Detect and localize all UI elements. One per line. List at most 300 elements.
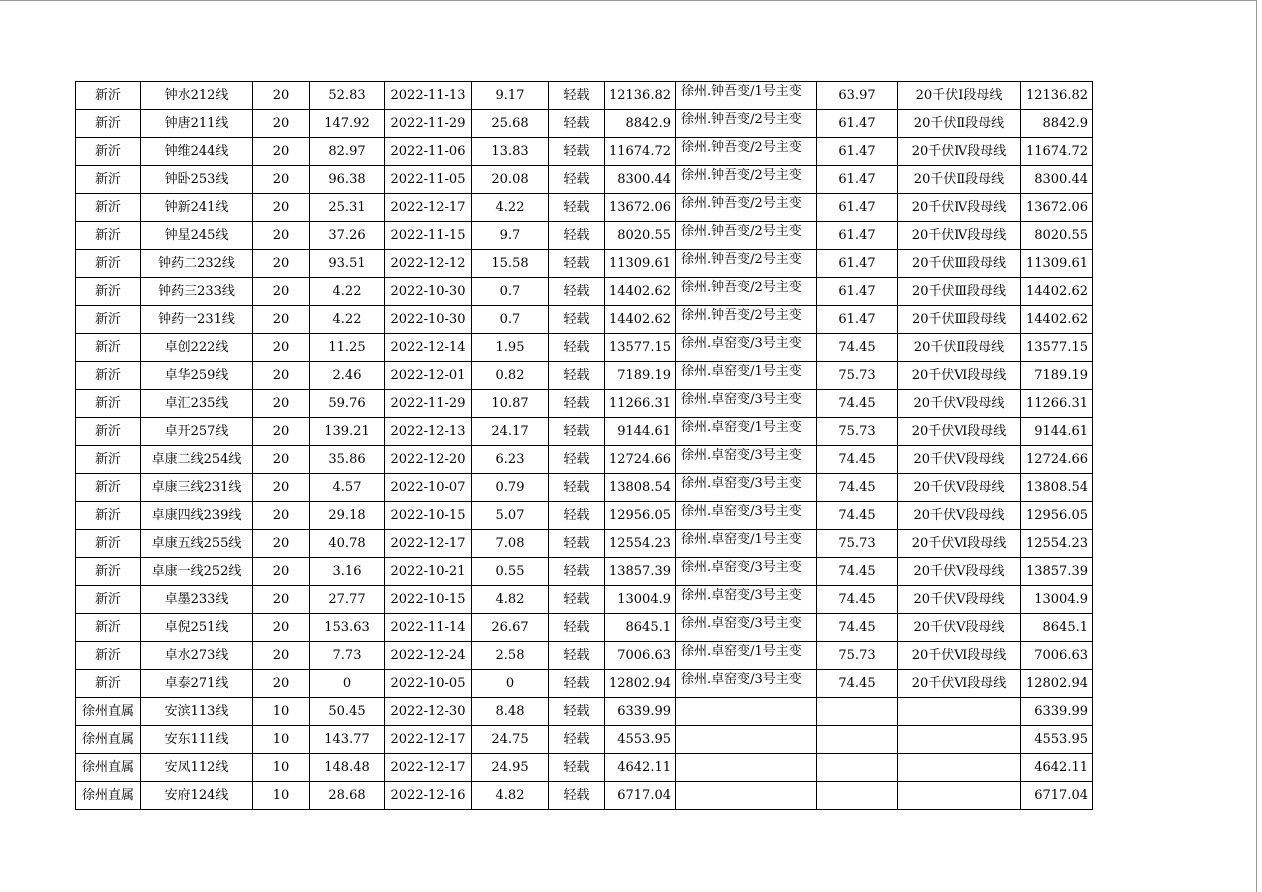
rate-cell: 20.08 [472,166,549,194]
available-capacity-cell: 8645.1 [1021,614,1093,642]
rate-cell: 0.82 [472,362,549,390]
rate-cell: 5.07 [472,502,549,530]
length-cell: 0 [310,670,385,698]
date-cell: 2022-10-07 [385,474,472,502]
rate-cell: 4.82 [472,782,549,810]
transformer-load-cell: 61.47 [817,194,898,222]
table-row [76,306,1093,334]
substation-transformer-text: 徐州.卓窑变/3号主变 [681,392,802,407]
capacity-cell: 6717.04 [605,782,676,810]
substation-transformer-cell [676,306,817,334]
bus-section-cell: 20千伏Ⅵ段母线 [898,362,1021,390]
rate-cell: 6.23 [472,446,549,474]
bus-section-cell: 20千伏Ⅴ段母线 [898,390,1021,418]
capacity-cell: 7006.63 [605,642,676,670]
substation-transformer-cell [676,222,817,250]
substation-transformer-text: 徐州.卓窑变/3号主变 [681,560,802,575]
area-cell: 新沂 [76,166,141,194]
date-cell: 2022-12-13 [385,418,472,446]
status-cell: 轻载 [549,110,605,138]
date-cell: 2022-11-05 [385,166,472,194]
length-cell: 28.68 [310,782,385,810]
table-row [76,530,1093,558]
bus-section-cell: 20千伏Ⅱ段母线 [898,334,1021,362]
rate-cell: 0.79 [472,474,549,502]
table-row [76,138,1093,166]
capacity-cell: 14402.62 [605,306,676,334]
transformer-load-cell: 61.47 [817,306,898,334]
length-cell: 96.38 [310,166,385,194]
table-row [76,250,1093,278]
bus-section-cell: 20千伏Ⅴ段母线 [898,558,1021,586]
substation-transformer-text [681,726,814,753]
bus-section-cell: 20千伏Ⅵ段母线 [898,642,1021,670]
rate-cell: 2.58 [472,642,549,670]
transformer-load-cell: 74.45 [817,670,898,698]
area-cell: 新沂 [76,670,141,698]
area-cell: 新沂 [76,446,141,474]
voltage-cell: 20 [253,110,310,138]
line-name-cell: 钟卧253线 [141,166,253,194]
status-cell: 轻载 [549,278,605,306]
transformer-load-cell: 61.47 [817,278,898,306]
line-name-cell: 卓创222线 [141,334,253,362]
feeder-load-table [75,81,1093,810]
substation-transformer-text: 徐州.卓窑变/1号主变 [681,420,802,435]
capacity-cell: 4553.95 [605,726,676,754]
transformer-load-cell: 74.45 [817,474,898,502]
available-capacity-cell: 7189.19 [1021,362,1093,390]
voltage-cell: 10 [253,782,310,810]
line-name-cell: 安滨113线 [141,698,253,726]
voltage-cell: 10 [253,698,310,726]
capacity-cell: 12956.05 [605,502,676,530]
table-row [76,698,1093,726]
transformer-load-cell [817,698,898,726]
available-capacity-cell: 12802.94 [1021,670,1093,698]
date-cell: 2022-12-16 [385,782,472,810]
area-cell: 徐州直属 [76,782,141,810]
area-cell: 新沂 [76,222,141,250]
area-cell: 新沂 [76,194,141,222]
substation-transformer-cell [676,474,817,502]
date-cell: 2022-10-30 [385,278,472,306]
date-cell: 2022-11-29 [385,390,472,418]
voltage-cell: 20 [253,418,310,446]
bus-section-cell: 20千伏Ⅲ段母线 [898,250,1021,278]
table-row [76,390,1093,418]
bus-section-cell: 20千伏Ⅳ段母线 [898,222,1021,250]
date-cell: 2022-12-17 [385,194,472,222]
rate-cell: 1.95 [472,334,549,362]
line-name-cell: 卓开257线 [141,418,253,446]
substation-transformer-cell [676,754,817,782]
substation-transformer-cell [676,782,817,810]
available-capacity-cell: 4642.11 [1021,754,1093,782]
bus-section-cell: 20千伏Ⅴ段母线 [898,502,1021,530]
date-cell: 2022-12-30 [385,698,472,726]
substation-transformer-text: 徐州.卓窑变/3号主变 [681,616,802,631]
capacity-cell: 9144.61 [605,418,676,446]
voltage-cell: 20 [253,334,310,362]
status-cell: 轻载 [549,558,605,586]
transformer-load-cell: 74.45 [817,614,898,642]
date-cell: 2022-10-15 [385,586,472,614]
status-cell: 轻载 [549,530,605,558]
substation-transformer-cell [676,334,817,362]
bus-section-cell: 20千伏Ⅴ段母线 [898,474,1021,502]
length-cell: 148.48 [310,754,385,782]
table-row [76,726,1093,754]
date-cell: 2022-10-30 [385,306,472,334]
line-name-cell: 卓墨233线 [141,586,253,614]
voltage-cell: 20 [253,558,310,586]
rate-cell: 24.95 [472,754,549,782]
area-cell: 徐州直属 [76,754,141,782]
capacity-cell: 13672.06 [605,194,676,222]
voltage-cell: 20 [253,446,310,474]
substation-transformer-cell [676,110,817,138]
area-cell: 新沂 [76,306,141,334]
transformer-load-cell: 75.73 [817,362,898,390]
status-cell: 轻载 [549,614,605,642]
table-row [76,334,1093,362]
capacity-cell: 13857.39 [605,558,676,586]
capacity-cell: 12554.23 [605,530,676,558]
rate-cell: 7.08 [472,530,549,558]
available-capacity-cell: 8842.9 [1021,110,1093,138]
status-cell: 轻载 [549,418,605,446]
date-cell: 2022-12-14 [385,334,472,362]
area-cell: 新沂 [76,642,141,670]
status-cell: 轻载 [549,474,605,502]
substation-transformer-text: 徐州.卓窑变/1号主变 [681,644,802,659]
voltage-cell: 20 [253,138,310,166]
transformer-load-cell: 61.47 [817,138,898,166]
line-name-cell: 钟维244线 [141,138,253,166]
status-cell: 轻载 [549,194,605,222]
area-cell: 新沂 [76,278,141,306]
bus-section-cell [898,754,1021,782]
bus-section-cell: 20千伏Ⅲ段母线 [898,306,1021,334]
substation-transformer-cell [676,278,817,306]
bus-section-cell: 20千伏Ⅱ段母线 [898,166,1021,194]
line-name-cell: 安东111线 [141,726,253,754]
substation-transformer-cell [676,670,817,698]
capacity-cell: 11309.61 [605,250,676,278]
length-cell: 82.97 [310,138,385,166]
substation-transformer-text: 徐州.钟吾变/2号主变 [681,252,802,267]
line-name-cell: 卓康三线231线 [141,474,253,502]
capacity-cell: 12724.66 [605,446,676,474]
capacity-cell: 12136.82 [605,82,676,110]
rate-cell: 9.7 [472,222,549,250]
available-capacity-cell: 11674.72 [1021,138,1093,166]
status-cell: 轻载 [549,698,605,726]
available-capacity-cell: 13672.06 [1021,194,1093,222]
status-cell: 轻载 [549,222,605,250]
substation-transformer-cell [676,250,817,278]
capacity-cell: 6339.99 [605,698,676,726]
rate-cell: 25.68 [472,110,549,138]
length-cell: 143.77 [310,726,385,754]
substation-transformer-cell [676,166,817,194]
transformer-load-cell: 74.45 [817,446,898,474]
line-name-cell: 钟药三233线 [141,278,253,306]
area-cell: 新沂 [76,614,141,642]
substation-transformer-cell [676,362,817,390]
capacity-cell: 8842.9 [605,110,676,138]
capacity-cell: 8645.1 [605,614,676,642]
voltage-cell: 20 [253,166,310,194]
substation-transformer-text [681,782,814,809]
capacity-cell: 13808.54 [605,474,676,502]
bus-section-cell: 20千伏Ⅱ段母线 [898,110,1021,138]
area-cell: 新沂 [76,586,141,614]
line-name-cell: 安府124线 [141,782,253,810]
transformer-load-cell: 74.45 [817,502,898,530]
date-cell: 2022-11-29 [385,110,472,138]
date-cell: 2022-12-17 [385,530,472,558]
table-row [76,670,1093,698]
status-cell: 轻载 [549,446,605,474]
substation-transformer-cell [676,698,817,726]
capacity-cell: 14402.62 [605,278,676,306]
length-cell: 37.26 [310,222,385,250]
line-name-cell: 卓华259线 [141,362,253,390]
transformer-load-cell: 74.45 [817,390,898,418]
length-cell: 7.73 [310,642,385,670]
line-name-cell: 钟新241线 [141,194,253,222]
bus-section-cell: 20千伏Ⅴ段母线 [898,446,1021,474]
transformer-load-cell: 74.45 [817,586,898,614]
substation-transformer-text: 徐州.卓窑变/3号主变 [681,504,802,519]
bus-section-cell [898,782,1021,810]
rate-cell: 0.7 [472,306,549,334]
voltage-cell: 20 [253,82,310,110]
substation-transformer-cell [676,614,817,642]
available-capacity-cell: 12724.66 [1021,446,1093,474]
line-name-cell: 卓康一线252线 [141,558,253,586]
date-cell: 2022-11-06 [385,138,472,166]
voltage-cell: 10 [253,754,310,782]
status-cell: 轻载 [549,642,605,670]
bus-section-cell: 20千伏Ⅰ段母线 [898,82,1021,110]
substation-transformer-cell [676,726,817,754]
date-cell: 2022-11-14 [385,614,472,642]
transformer-load-cell: 75.73 [817,530,898,558]
available-capacity-cell: 9144.61 [1021,418,1093,446]
date-cell: 2022-12-17 [385,726,472,754]
transformer-load-cell [817,754,898,782]
table-row [76,446,1093,474]
line-name-cell: 钟水212线 [141,82,253,110]
substation-transformer-cell [676,390,817,418]
substation-transformer-cell [676,530,817,558]
capacity-cell: 12802.94 [605,670,676,698]
table-row [76,502,1093,530]
substation-transformer-cell [676,558,817,586]
voltage-cell: 20 [253,614,310,642]
available-capacity-cell: 8300.44 [1021,166,1093,194]
substation-transformer-text: 徐州.卓窑变/3号主变 [681,448,802,463]
rate-cell: 0.7 [472,278,549,306]
table-row [76,614,1093,642]
available-capacity-cell: 11309.61 [1021,250,1093,278]
voltage-cell: 20 [253,586,310,614]
line-name-cell: 卓汇235线 [141,390,253,418]
date-cell: 2022-10-05 [385,670,472,698]
voltage-cell: 20 [253,306,310,334]
length-cell: 50.45 [310,698,385,726]
transformer-load-cell [817,726,898,754]
substation-transformer-text: 徐州.卓窑变/1号主变 [681,364,802,379]
substation-transformer-cell [676,138,817,166]
substation-transformer-cell [676,446,817,474]
substation-transformer-text: 徐州.卓窑变/3号主变 [681,588,802,603]
substation-transformer-cell [676,586,817,614]
area-cell: 新沂 [76,530,141,558]
bus-section-cell: 20千伏Ⅵ段母线 [898,418,1021,446]
available-capacity-cell: 13004.9 [1021,586,1093,614]
table-row [76,362,1093,390]
bus-section-cell: 20千伏Ⅳ段母线 [898,138,1021,166]
date-cell: 2022-11-13 [385,82,472,110]
transformer-load-cell: 75.73 [817,642,898,670]
table-row [76,194,1093,222]
rate-cell: 13.83 [472,138,549,166]
transformer-load-cell: 61.47 [817,222,898,250]
bus-section-cell: 20千伏Ⅵ段母线 [898,670,1021,698]
status-cell: 轻载 [549,726,605,754]
date-cell: 2022-10-21 [385,558,472,586]
available-capacity-cell: 8020.55 [1021,222,1093,250]
length-cell: 35.86 [310,446,385,474]
area-cell: 新沂 [76,250,141,278]
capacity-cell: 11266.31 [605,390,676,418]
area-cell: 新沂 [76,474,141,502]
voltage-cell: 20 [253,530,310,558]
rate-cell: 26.67 [472,614,549,642]
status-cell: 轻载 [549,782,605,810]
length-cell: 2.46 [310,362,385,390]
available-capacity-cell: 13857.39 [1021,558,1093,586]
substation-transformer-cell [676,194,817,222]
area-cell: 徐州直属 [76,698,141,726]
line-name-cell: 卓康二线254线 [141,446,253,474]
available-capacity-cell: 7006.63 [1021,642,1093,670]
substation-transformer-text: 徐州.卓窑变/3号主变 [681,672,802,687]
rate-cell: 9.17 [472,82,549,110]
capacity-cell: 4642.11 [605,754,676,782]
length-cell: 59.76 [310,390,385,418]
date-cell: 2022-12-20 [385,446,472,474]
voltage-cell: 20 [253,670,310,698]
available-capacity-cell: 11266.31 [1021,390,1093,418]
substation-transformer-text: 徐州.钟吾变/2号主变 [681,224,802,239]
transformer-load-cell: 61.47 [817,250,898,278]
area-cell: 新沂 [76,138,141,166]
line-name-cell: 安凤112线 [141,754,253,782]
substation-transformer-text: 徐州.卓窑变/3号主变 [681,336,802,351]
area-cell: 新沂 [76,362,141,390]
line-name-cell: 卓泰271线 [141,670,253,698]
line-name-cell: 卓康四线239线 [141,502,253,530]
transformer-load-cell: 61.47 [817,110,898,138]
rate-cell: 0.55 [472,558,549,586]
rate-cell: 24.75 [472,726,549,754]
available-capacity-cell: 14402.62 [1021,306,1093,334]
status-cell: 轻载 [549,82,605,110]
length-cell: 4.22 [310,278,385,306]
available-capacity-cell: 12554.23 [1021,530,1093,558]
area-cell: 新沂 [76,418,141,446]
length-cell: 139.21 [310,418,385,446]
date-cell: 2022-10-15 [385,502,472,530]
table-row [76,82,1093,110]
capacity-cell: 8300.44 [605,166,676,194]
substation-transformer-cell [676,642,817,670]
substation-transformer-text: 徐州.钟吾变/2号主变 [681,168,802,183]
status-cell: 轻载 [549,250,605,278]
line-name-cell: 卓康五线255线 [141,530,253,558]
capacity-cell: 11674.72 [605,138,676,166]
rate-cell: 4.22 [472,194,549,222]
substation-transformer-cell [676,82,817,110]
status-cell: 轻载 [549,670,605,698]
status-cell: 轻载 [549,390,605,418]
line-name-cell: 钟药一231线 [141,306,253,334]
status-cell: 轻载 [549,362,605,390]
date-cell: 2022-11-15 [385,222,472,250]
status-cell: 轻载 [549,138,605,166]
available-capacity-cell: 12956.05 [1021,502,1093,530]
date-cell: 2022-12-01 [385,362,472,390]
available-capacity-cell: 12136.82 [1021,82,1093,110]
voltage-cell: 20 [253,250,310,278]
capacity-cell: 13004.9 [605,586,676,614]
substation-transformer-text: 徐州.钟吾变/1号主变 [681,84,802,99]
available-capacity-cell: 6339.99 [1021,698,1093,726]
capacity-cell: 8020.55 [605,222,676,250]
table-row [76,558,1093,586]
area-cell: 新沂 [76,82,141,110]
capacity-cell: 7189.19 [605,362,676,390]
area-cell: 新沂 [76,502,141,530]
date-cell: 2022-12-24 [385,642,472,670]
rate-cell: 4.82 [472,586,549,614]
voltage-cell: 20 [253,390,310,418]
voltage-cell: 20 [253,362,310,390]
length-cell: 25.31 [310,194,385,222]
bus-section-cell: 20千伏Ⅲ段母线 [898,278,1021,306]
table-row [76,166,1093,194]
length-cell: 4.57 [310,474,385,502]
bus-section-cell: 20千伏Ⅴ段母线 [898,586,1021,614]
status-cell: 轻载 [549,306,605,334]
substation-transformer-cell [676,502,817,530]
transformer-load-cell: 63.97 [817,82,898,110]
bus-section-cell [898,698,1021,726]
available-capacity-cell: 14402.62 [1021,278,1093,306]
table-row [76,642,1093,670]
bus-section-cell: 20千伏Ⅴ段母线 [898,614,1021,642]
bus-section-cell: 20千伏Ⅳ段母线 [898,194,1021,222]
line-name-cell: 卓倪251线 [141,614,253,642]
table-row [76,278,1093,306]
table-body [76,82,1093,810]
available-capacity-cell: 13808.54 [1021,474,1093,502]
